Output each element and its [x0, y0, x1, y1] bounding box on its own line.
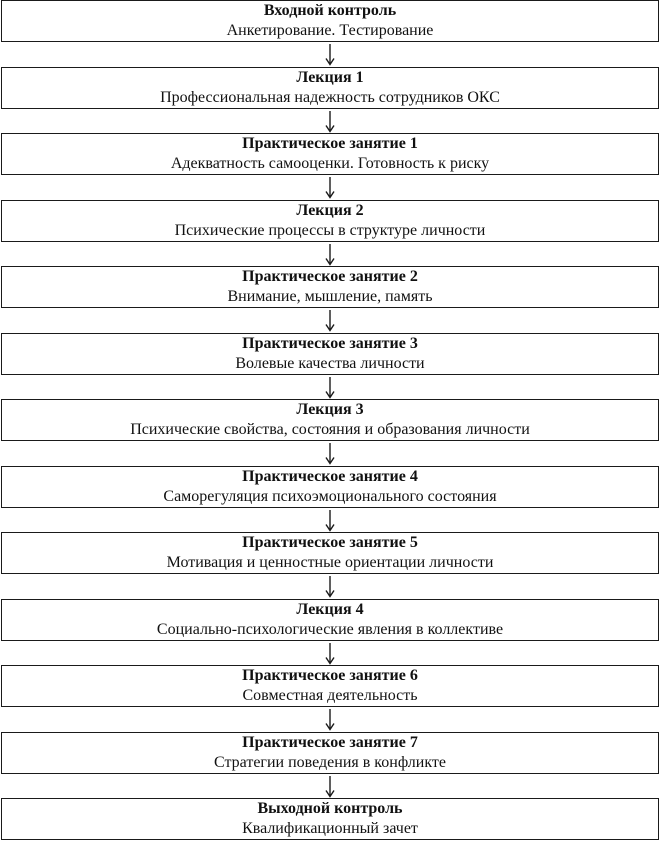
flow-step-subtitle: Совместная деятельность [242, 687, 418, 704]
flow-arrow-down-icon [322, 508, 338, 533]
flow-arrow-down-icon [322, 42, 338, 67]
flow-step-subtitle: Адекватность самооценки. Готовность к риску [170, 155, 490, 172]
flow-step-box [1, 333, 659, 375]
flow-step-title: Практическое занятие 7 [242, 733, 418, 751]
flow-step-subtitle: Внимание, мышление, память [227, 288, 433, 305]
flow-step-box [1, 665, 659, 707]
flow-step-box [1, 399, 659, 441]
flow-arrow-down-icon [322, 441, 338, 466]
flow-step-box [1, 200, 659, 242]
flow-step-title: Выходной контроль [257, 800, 403, 817]
flow-step-title: Практическое занятие 3 [242, 334, 418, 352]
flow-step-subtitle: Психические свойства, состояния и образования личности [130, 421, 530, 438]
flow-step-box [1, 732, 659, 774]
flow-step-subtitle: Социально-психологические явления в коллективе [156, 620, 504, 638]
flow-step-subtitle: Волевые качества личности [235, 354, 425, 372]
flow-step-subtitle: Саморегуляция психоэмоционального состояния [163, 487, 497, 505]
flow-arrow-down-icon [322, 109, 338, 134]
flow-step-title: Лекция 1 [296, 68, 364, 86]
flow-step-box [1, 466, 659, 508]
flow-step-subtitle: Психические процессы в структуре личности [174, 221, 486, 239]
flow-step-title: Практическое занятие 1 [242, 135, 418, 152]
flow-step-box [1, 798, 659, 840]
flow-step-title: Практическое занятие 6 [242, 667, 418, 684]
flow-arrow-down-icon [322, 308, 338, 333]
flow-step-subtitle: Квалификационный зачет [242, 820, 418, 837]
flow-arrow-down-icon [322, 574, 338, 599]
flow-step-title: Лекция 4 [296, 600, 364, 618]
flow-step-title: Практическое занятие 2 [242, 268, 418, 285]
flow-step-subtitle: Мотивация и ценностные ориентации личности [166, 554, 494, 571]
flow-arrow-down-icon [322, 175, 338, 200]
flow-step-title: Лекция 2 [296, 201, 364, 219]
flow-step-box [1, 67, 659, 109]
flow-step-box [1, 133, 659, 175]
flow-step-title: Лекция 3 [296, 401, 364, 418]
flow-step-subtitle: Анкетирование. Тестирование [226, 22, 434, 39]
flow-arrow-down-icon [322, 774, 338, 799]
flow-arrow-down-icon [322, 375, 338, 400]
flow-step-box [1, 532, 659, 574]
flow-arrow-down-icon [322, 707, 338, 732]
flow-step-box [1, 0, 659, 42]
flow-arrow-down-icon [322, 641, 338, 666]
flow-step-title: Практическое занятие 5 [242, 534, 418, 551]
flow-step-subtitle: Профессиональная надежность сотрудников ОКС [160, 88, 500, 106]
flow-step-title: Входной контроль [263, 2, 397, 19]
flow-arrow-down-icon [322, 242, 338, 267]
flow-step-box [1, 599, 659, 641]
flow-step-title: Практическое занятие 4 [242, 467, 418, 485]
flow-step-subtitle: Стратегии поведения в конфликте [213, 753, 446, 771]
flow-step-box [1, 266, 659, 308]
